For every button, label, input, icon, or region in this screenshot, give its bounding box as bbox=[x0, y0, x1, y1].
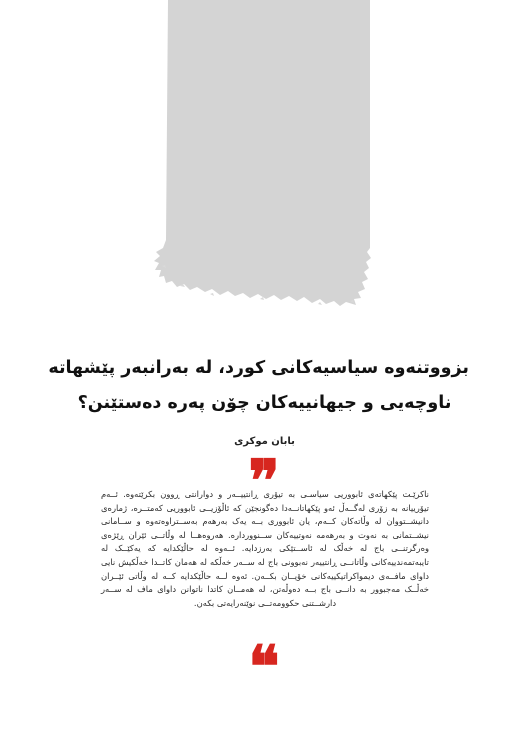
article-excerpt: ناکرێـت پێکهاتەی ئابووریی سیاسـی بە تیۆری ڕانتییــەر و دوارانتی ڕوون بکرێتەوە. ئــەم تیۆرییانە بە زۆری لەگــەڵ ئەو پێکهاتانــەدا دەگونجێن کە ئاڵۆزیــی ئابووریی کەمتــرە، ژمارەی دانیشــتووان لە وڵاتەکان کــەم، یان ئابووری بــە یەک بەرهەم بەســتراوەتەوە و ســامانی نیشــتمانی بە نەوت و بەرهەمە نەوتییەکان ســنووردارە. هەروەهــا لە وڵاتــی ئێران ڕێژەی وەرگرتنــی باج لە خەڵک لە ئاســتێکی بەرزدایە. ئــەوە لە حاڵێکدایە کە یەکێــک لە تایبەتمەندییەکانی وڵاتانــی ڕانتییەر نەبوونی باج لە ســەر خەڵکە لە هەمان کاتــدا خەڵکیش نایی داوای مافــەی دیمواکراتیکییەکانی خۆیــان بکــەن. ئەوە لــە حاڵێکدایە کــە لە وڵاتی ئێــران خەڵــک مەجبوور بە دانــی باج بــە دەوڵەتن، لە هەمــان کاتدا ناتوانن داوای ماف لە ســەر دارشــتنی حکوومەتــی نوێنەرایەتی بکەن. bbox=[101, 489, 429, 608]
close-quote-icon: ❝ bbox=[248, 633, 280, 701]
grey-brush-stroke-banner bbox=[150, 0, 390, 310]
banner-shape bbox=[154, 0, 371, 306]
author-name: بابان موکری bbox=[234, 436, 295, 447]
open-quote-icon: ❞ bbox=[248, 447, 280, 515]
article-title-line-1: بزووتنەوە سیاسیەکانی کورد، لە بەرانبەر پێشهاتە bbox=[48, 358, 469, 378]
article-title-line-2: ناوچەیی و جیهانییەکان چۆن پەرە دەستێنن؟ bbox=[77, 393, 452, 413]
